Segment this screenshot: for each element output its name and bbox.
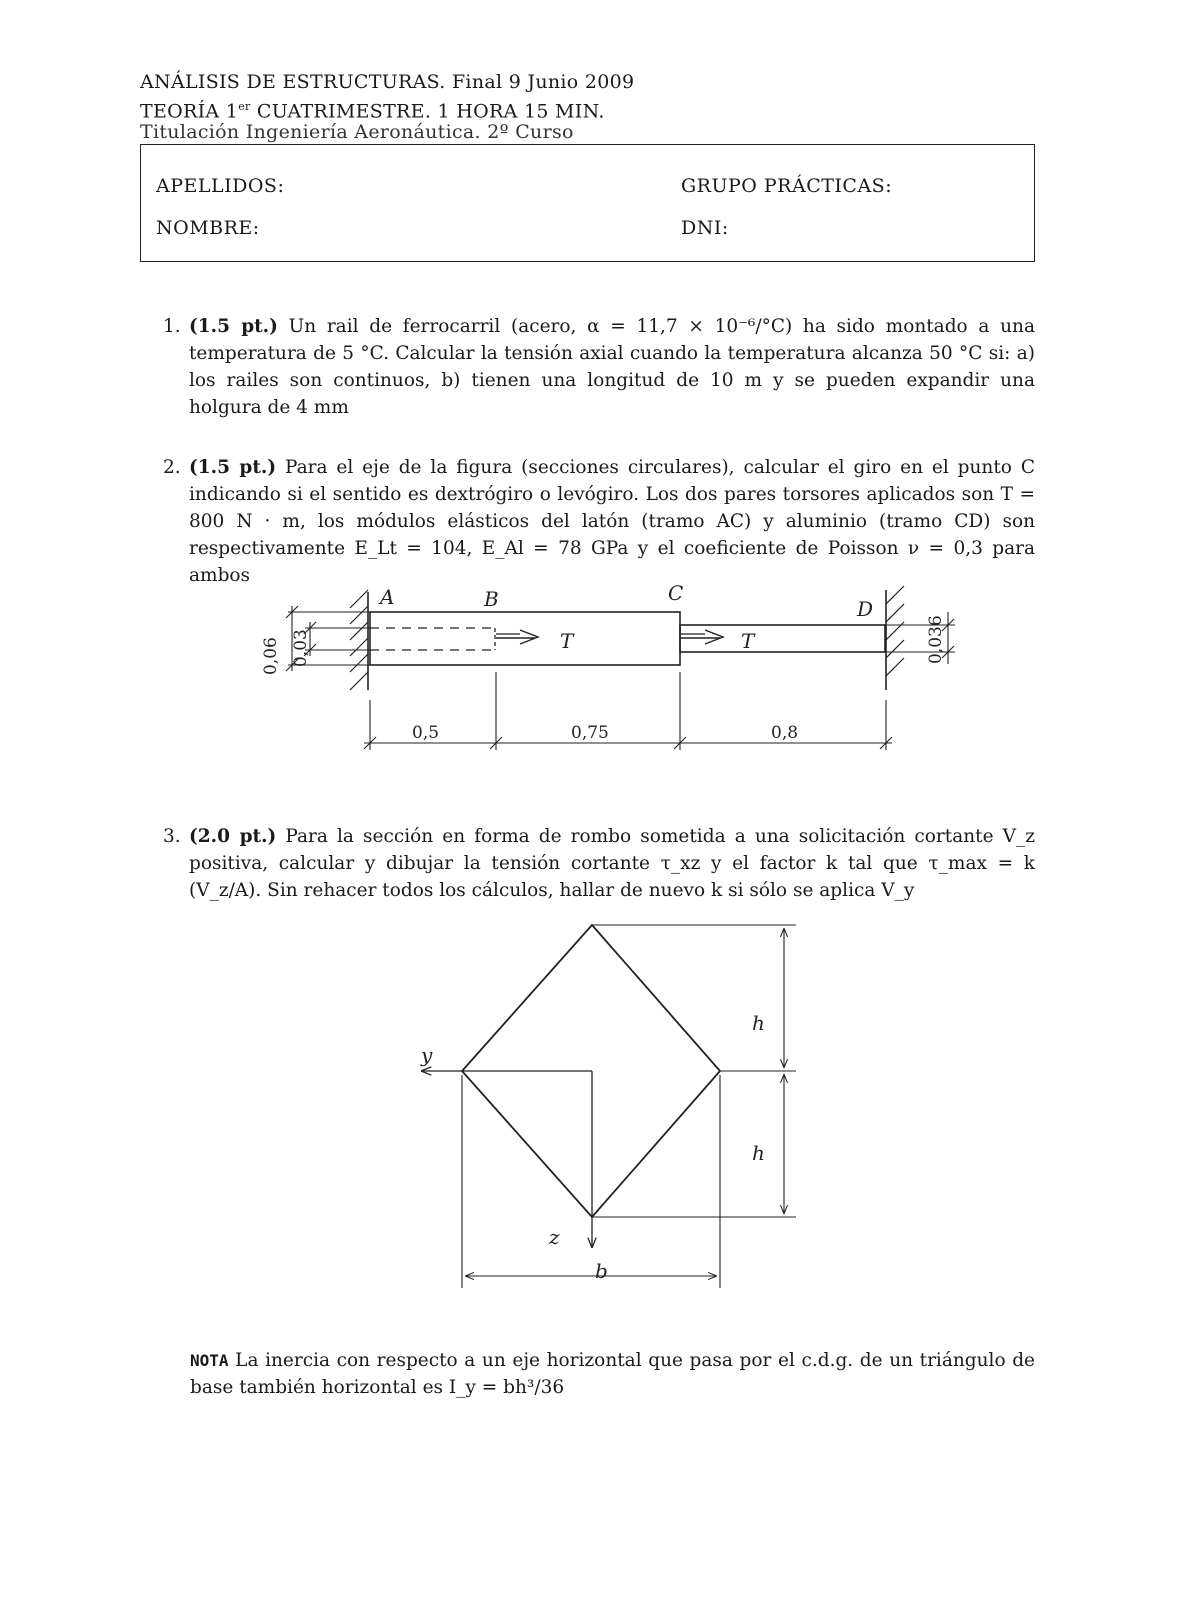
- subtitle-part: TEORÍA 1: [140, 100, 239, 123]
- question-points: (2.0 pt.): [189, 826, 277, 847]
- point-label-d: D: [857, 597, 874, 621]
- grupo-practicas-field[interactable]: GRUPO PRÁCTICAS:: [681, 175, 893, 197]
- shaft-figure: [286, 586, 955, 750]
- nota-block: [190, 1347, 1035, 1401]
- torque-label-b: T: [560, 629, 574, 653]
- question-text: Para el eje de la figura (secciones circulares), calcular el giro en el punto C indicando si el sentido es dextrógiro o levógiro. Los dos pares torsores aplicados son T = 800 N · m, los módulos elásticos del latón (tramo AC) y aluminio (tramo CD) son respectivamente E_Lt = 104, E_Al = 78 GPa y el coeficiente de Poisson ν = 0,3 para ambos: [189, 457, 1035, 586]
- torque-label-c: T: [741, 629, 755, 653]
- exam-degree: Titulación Ingeniería Aeronáutica. 2º Curso: [140, 121, 574, 143]
- question-points: (1.5 pt.): [189, 316, 278, 337]
- height-label-bottom: h: [752, 1141, 765, 1165]
- nombre-field[interactable]: NOMBRE:: [156, 217, 260, 239]
- question-text: Un rail de ferrocarril (acero, α = 11,7 × 10⁻⁶/°C) ha sido montado a una temperatura de 5 °C. Calcular la tensión axial cuando la temperatura alcanza 50 °C si: a) los railes son continuos, b) tienen una longitud de 10 m y se pueden expandir una holgura de 4 mm: [189, 316, 1035, 418]
- length-dims: [364, 672, 892, 750]
- point-label-a: A: [380, 585, 395, 609]
- question-number: 2.: [163, 457, 181, 478]
- shaft-dimension-labels: [261, 615, 946, 743]
- dim-label-006: 0,06: [261, 637, 281, 675]
- torque-arrow-b: [496, 630, 538, 644]
- z-axis-label: z: [549, 1225, 560, 1249]
- height-label-top: h: [752, 1011, 765, 1035]
- exam-title: ANÁLISIS DE ESTRUCTURAS. Final 9 Junio 2009: [140, 71, 635, 93]
- subtitle-superscript: er: [238, 100, 251, 113]
- base-label: b: [595, 1259, 608, 1283]
- torque-arrow-c: [680, 630, 723, 644]
- rhombus-figure: [422, 925, 796, 1288]
- dni-field[interactable]: DNI:: [681, 217, 729, 239]
- point-label-c: C: [668, 581, 684, 605]
- length-label-075: 0,75: [571, 723, 609, 743]
- rhombus-dims: [462, 925, 796, 1288]
- question-points: (1.5 pt.): [189, 457, 277, 478]
- dim-label-003: 0,03: [291, 629, 311, 667]
- y-axis-label: y: [421, 1043, 433, 1067]
- shaft-labels: [378, 581, 873, 653]
- question-number: 1.: [163, 316, 181, 337]
- length-label-05: 0,5: [412, 723, 440, 743]
- dim-label-0036: 0,036: [926, 615, 946, 664]
- subtitle-part: CUATRIMESTRE. 1 HORA 15 MIN.: [250, 100, 605, 123]
- question-text: Para la sección en forma de rombo sometida a una solicitación cortante V_z positiva, calcular y dibujar la tensión cortante τ_xz y el factor k tal que τ_max = k (V_z/A). Sin rehacer todos los cálculos, hallar de nuevo k si sólo se aplica V_y: [189, 826, 1035, 901]
- wall-hatch-d: [886, 586, 904, 676]
- point-label-b: B: [484, 587, 499, 611]
- nota-text: La inercia con respecto a un eje horizontal que pasa por el c.d.g. de un triángulo de base también horizontal es I_y = bh³/36: [190, 1350, 1035, 1398]
- length-label-08: 0,8: [771, 723, 799, 743]
- question-number: 3.: [163, 826, 181, 847]
- wall-hatch: [350, 590, 368, 690]
- apellidos-field[interactable]: APELLIDOS:: [156, 175, 285, 197]
- nota-label: NOTA: [190, 1351, 229, 1370]
